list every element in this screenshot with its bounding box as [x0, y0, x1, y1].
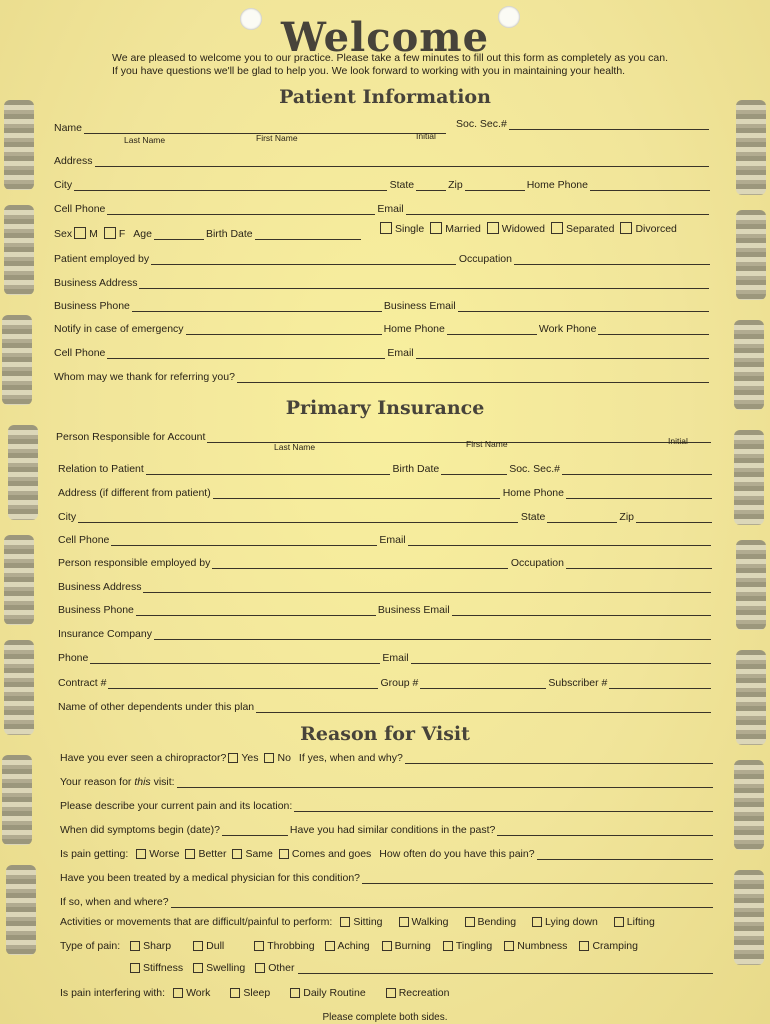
- cell-phone-label: Cell Phone: [54, 203, 106, 215]
- sex-m-checkbox[interactable]: [74, 227, 86, 239]
- chiro-yes-checkbox[interactable]: [228, 753, 238, 763]
- treated-row: [58, 870, 714, 884]
- activity-option: Lifting: [626, 916, 655, 928]
- spine-graphic: [4, 640, 34, 735]
- pain-type-option: Cramping: [592, 940, 638, 952]
- email-label: Email: [377, 203, 404, 215]
- pain-type-option: Dull: [206, 940, 225, 952]
- chiro-no-label: No: [277, 752, 291, 764]
- email-field[interactable]: [411, 652, 711, 664]
- sex-m-label: M: [89, 228, 98, 240]
- spine-graphic: [736, 100, 766, 195]
- state-label: State: [520, 511, 546, 523]
- insurance-company-label: Insurance Company: [58, 628, 152, 640]
- section-title-insurance: Primary Insurance: [285, 397, 485, 419]
- sex-f-label: F: [118, 228, 126, 240]
- marital-label: Divorced: [635, 223, 677, 235]
- birth-date-label: Birth Date: [205, 228, 253, 240]
- symptoms-begin-label: When did symptoms begin (date)?: [60, 824, 220, 836]
- responsible-label: Person Responsible for Account: [56, 431, 206, 443]
- pain-getting-checkbox[interactable]: [136, 849, 146, 859]
- insurance-company-field[interactable]: [154, 628, 711, 640]
- pain-type-checkbox[interactable]: [504, 941, 514, 951]
- city-field[interactable]: [74, 179, 386, 191]
- dependents-field[interactable]: [256, 701, 711, 713]
- business-address-label: Business Address: [54, 277, 138, 289]
- ins-business-address-row: [56, 579, 712, 593]
- pain-getting-option: Same: [245, 848, 273, 860]
- pain-type-checkbox[interactable]: [193, 963, 203, 973]
- interfering-checkbox[interactable]: [230, 988, 240, 998]
- visit-reason-field[interactable]: [177, 776, 713, 788]
- similar-label: Have you had similar conditions in the past?: [289, 824, 496, 836]
- pain-type-option: Sharp: [143, 940, 172, 952]
- email-label: Email: [387, 347, 414, 359]
- pain-location-row: [58, 798, 714, 812]
- dependents-row: [56, 699, 712, 713]
- address-label: Address (if different from patient): [58, 487, 211, 499]
- marital-checkbox[interactable]: [487, 222, 499, 234]
- phone-label: Phone: [58, 652, 89, 664]
- sex-age-row: [52, 226, 362, 240]
- spine-graphic: [736, 540, 766, 630]
- activity-checkbox[interactable]: [340, 917, 350, 927]
- chiro-no-checkbox[interactable]: [264, 753, 274, 763]
- visit-reason-label: Your reason for this visit:: [60, 776, 175, 788]
- ssn-label: Soc. Sec.#: [456, 118, 507, 130]
- business-phone-field[interactable]: [136, 604, 376, 616]
- email-field[interactable]: [406, 203, 709, 215]
- notify-field[interactable]: [186, 323, 382, 335]
- email-label: Email: [382, 652, 409, 664]
- ssn-row: [454, 116, 710, 130]
- business-address-row: [52, 275, 710, 289]
- pain-getting-option: Worse: [149, 848, 180, 860]
- dependents-label: Name of other dependents under this plan: [58, 701, 255, 713]
- occupation-label: Occupation: [510, 557, 564, 569]
- page-title: Welcome: [280, 14, 490, 61]
- pain-location-label: Please describe your current pain and its location:: [60, 800, 293, 812]
- activity-checkbox[interactable]: [532, 917, 542, 927]
- pain-type-checkbox[interactable]: [325, 941, 335, 951]
- work-phone-label: Work Phone: [538, 323, 597, 335]
- state-label: State: [389, 179, 415, 191]
- city-label: City: [58, 511, 77, 523]
- spine-graphic: [4, 205, 34, 295]
- marital-label: Married: [445, 223, 481, 235]
- name-label: Name: [54, 122, 83, 134]
- spine-graphic: [736, 210, 766, 300]
- contract-field[interactable]: [108, 677, 378, 689]
- group-field[interactable]: [420, 677, 546, 689]
- zip-label: Zip: [619, 511, 634, 523]
- zip-field[interactable]: [636, 511, 712, 523]
- state-field[interactable]: [547, 511, 617, 523]
- pain-type-option: Throbbing: [267, 940, 315, 952]
- home-phone-label: Home Phone: [502, 487, 564, 499]
- marital-checkbox[interactable]: [430, 222, 442, 234]
- contract-label: Contract #: [58, 677, 107, 689]
- resp-employed-row: [56, 555, 712, 569]
- home-phone-field[interactable]: [590, 179, 710, 191]
- ssn-label: Soc. Sec.#: [509, 463, 560, 475]
- city-label: City: [54, 179, 73, 191]
- sex-f-checkbox[interactable]: [104, 227, 116, 239]
- interfering-option: Work: [186, 987, 211, 999]
- ssn-field[interactable]: [509, 118, 709, 130]
- interfering-checkbox[interactable]: [386, 988, 396, 998]
- spine-graphic: [4, 100, 34, 190]
- cell-phone-field[interactable]: [111, 534, 377, 546]
- activity-checkbox[interactable]: [614, 917, 624, 927]
- symptoms-begin-field[interactable]: [222, 824, 288, 836]
- activity-option: Sitting: [353, 916, 383, 928]
- subscriber-label: Subscriber #: [548, 677, 608, 689]
- business-address-label: Business Address: [58, 581, 142, 593]
- pain-getting-checkbox[interactable]: [185, 849, 195, 859]
- occupation-field[interactable]: [566, 557, 712, 569]
- section-title-reason: Reason for Visit: [300, 723, 470, 745]
- age-field[interactable]: [154, 228, 204, 240]
- marital-checkbox[interactable]: [551, 222, 563, 234]
- activity-checkbox[interactable]: [399, 917, 409, 927]
- home-phone-label: Home Phone: [383, 323, 445, 335]
- relation-row: [56, 461, 712, 475]
- visit-reason-row: [58, 774, 714, 788]
- business-email-label: Business Email: [383, 300, 456, 312]
- pain-getting-checkbox[interactable]: [232, 849, 242, 859]
- why-label: If yes, when and why?: [298, 752, 403, 764]
- cell-phone-label: Cell Phone: [54, 347, 106, 359]
- pain-type-row2: [130, 960, 714, 974]
- subscriber-field[interactable]: [609, 677, 711, 689]
- marital-checkbox[interactable]: [380, 222, 392, 234]
- phone-field[interactable]: [90, 652, 380, 664]
- employment-row: [52, 251, 710, 265]
- emergency-row: [52, 321, 710, 335]
- activity-option: Bending: [477, 916, 517, 928]
- age-label: Age: [133, 228, 152, 240]
- business-phone-label: Business Phone: [54, 300, 130, 312]
- occupation-label: Occupation: [458, 253, 512, 265]
- business-phone-field[interactable]: [132, 300, 382, 312]
- spine-graphic: [6, 865, 36, 955]
- pain-type-label: Type of pain:: [60, 940, 121, 952]
- ins-city-row: [56, 509, 712, 523]
- similar-field[interactable]: [497, 824, 713, 836]
- pain-getting-option: Better: [198, 848, 227, 860]
- birth-date-field[interactable]: [441, 463, 507, 475]
- referral-label: Whom may we thank for referring you?: [54, 371, 235, 383]
- employed-by-field[interactable]: [151, 253, 456, 265]
- pain-type-checkbox[interactable]: [130, 941, 140, 951]
- home-phone-label: Home Phone: [526, 179, 588, 191]
- marital-label: Widowed: [501, 223, 545, 235]
- cell-phone-label: Cell Phone: [58, 534, 110, 546]
- treated-field[interactable]: [362, 872, 713, 884]
- spine-graphic: [734, 760, 764, 850]
- address-label: Address: [54, 155, 93, 167]
- business-address-field[interactable]: [143, 581, 711, 593]
- last-name-caption: Last Name: [124, 135, 166, 145]
- when-where-label: If so, when and where?: [60, 896, 169, 908]
- sex-label: Sex: [54, 228, 73, 240]
- pain-getting-label: Is pain getting:: [60, 848, 129, 860]
- last-name-caption: Last Name: [274, 442, 316, 452]
- business-phone-row: [52, 298, 710, 312]
- pain-type-option: Numbness: [517, 940, 568, 952]
- cell-email-row: [52, 201, 710, 215]
- address-field[interactable]: [213, 487, 500, 499]
- email-label: Email: [379, 534, 406, 546]
- zip-label: Zip: [448, 179, 463, 191]
- ins-phone-row: [56, 650, 712, 664]
- ssn-field[interactable]: [562, 463, 712, 475]
- chiro-yes-label: Yes: [241, 752, 259, 764]
- work-phone-field[interactable]: [598, 323, 709, 335]
- cell-phone-field[interactable]: [107, 203, 375, 215]
- spine-graphic: [2, 315, 32, 405]
- cell-phone2-row: [52, 345, 710, 359]
- when-where-row: [58, 894, 714, 908]
- business-email-field[interactable]: [452, 604, 711, 616]
- contract-row: [56, 675, 712, 689]
- city-field[interactable]: [78, 511, 518, 523]
- how-often-field[interactable]: [537, 848, 713, 860]
- section-title-patient: Patient Information: [279, 86, 491, 108]
- email-field[interactable]: [408, 534, 711, 546]
- interfering-row: [58, 985, 714, 999]
- business-email-field[interactable]: [458, 300, 709, 312]
- resp-employed-label: Person responsible employed by: [58, 557, 211, 569]
- pain-type-row: [58, 938, 714, 952]
- marital-label: Separated: [565, 223, 615, 235]
- chiro-row: [58, 750, 714, 764]
- interfering-checkbox[interactable]: [173, 988, 183, 998]
- pain-location-field[interactable]: [294, 800, 713, 812]
- interfering-option: Sleep: [243, 987, 271, 999]
- home-phone-field[interactable]: [447, 323, 537, 335]
- notify-label: Notify in case of emergency: [54, 323, 184, 335]
- zip-field[interactable]: [465, 179, 525, 191]
- treated-label: Have you been treated by a medical physician for this condition?: [60, 872, 361, 884]
- chiro-label: Have you ever seen a chiropractor?: [60, 752, 227, 764]
- spine-graphic: [734, 870, 764, 965]
- activities-row: [58, 914, 714, 928]
- symptoms-begin-row: [58, 822, 714, 836]
- marital-label: Single: [395, 223, 425, 235]
- marital-checkbox[interactable]: [620, 222, 632, 234]
- marital-row: [380, 221, 710, 235]
- pain-type-checkbox[interactable]: [579, 941, 589, 951]
- relation-label: Relation to Patient: [58, 463, 144, 475]
- activity-option: Lying down: [545, 916, 598, 928]
- birth-date-field[interactable]: [255, 228, 361, 240]
- pain-type-option: Other: [268, 962, 295, 974]
- business-phone-label: Business Phone: [58, 604, 134, 616]
- pain-type-option: Swelling: [206, 962, 246, 974]
- interfering-checkbox[interactable]: [290, 988, 300, 998]
- ins-business-phone-row: [56, 602, 712, 616]
- email-field[interactable]: [416, 347, 709, 359]
- home-phone-field[interactable]: [566, 487, 712, 499]
- pain-type-checkbox[interactable]: [130, 963, 140, 973]
- ins-address-row: [56, 485, 712, 499]
- employed-by-label: Patient employed by: [54, 253, 150, 265]
- address-field[interactable]: [95, 155, 709, 167]
- resp-employed-field[interactable]: [212, 557, 508, 569]
- initial-caption: Initial: [416, 131, 436, 141]
- activities-label: Activities or movements that are difficult/painful to perform:: [60, 916, 333, 928]
- activity-checkbox[interactable]: [465, 917, 475, 927]
- how-often-label: How often do you have this pain?: [379, 848, 535, 860]
- pain-type-option: Aching: [337, 940, 370, 952]
- pain-type-checkbox[interactable]: [255, 963, 265, 973]
- referral-row: [52, 369, 710, 383]
- interfering-label: Is pain interfering with:: [60, 987, 166, 999]
- business-email-label: Business Email: [377, 604, 450, 616]
- group-label: Group #: [380, 677, 419, 689]
- pain-getting-checkbox[interactable]: [279, 849, 289, 859]
- spine-graphic: [4, 535, 34, 625]
- intro-text: We are pleased to welcome you to our practice. Please take a few minutes to fill out this form as completely as you can. If you have questions we'll be glad to help you. We look forward to working with you in maintaining your health.: [112, 52, 668, 77]
- spine-graphic: [8, 425, 38, 520]
- address-row: [52, 153, 710, 167]
- spine-graphic: [734, 430, 764, 525]
- spine-graphic: [2, 755, 32, 845]
- birth-date-label: Birth Date: [392, 463, 440, 475]
- first-name-caption: First Name: [256, 133, 298, 143]
- pain-type-checkbox[interactable]: [382, 941, 392, 951]
- occupation-field[interactable]: [514, 253, 710, 265]
- pain-getting-row: [58, 846, 714, 860]
- when-where-field[interactable]: [171, 896, 713, 908]
- ins-cell-row: [56, 532, 712, 546]
- other-pain-field[interactable]: [298, 962, 713, 974]
- first-name-caption: First Name: [466, 439, 508, 449]
- name-row: [52, 120, 447, 134]
- pain-getting-option: Comes and goes: [291, 848, 372, 860]
- referral-field[interactable]: [237, 371, 709, 383]
- pain-type-checkbox[interactable]: [193, 941, 203, 951]
- pain-type-option: Stiffness: [143, 962, 184, 974]
- business-address-field[interactable]: [139, 277, 709, 289]
- cell-phone-field[interactable]: [107, 347, 385, 359]
- why-field[interactable]: [405, 752, 713, 764]
- pain-type-option: Burning: [394, 940, 431, 952]
- pain-type-checkbox[interactable]: [443, 941, 453, 951]
- initial-caption: Initial: [668, 436, 688, 446]
- relation-field[interactable]: [146, 463, 390, 475]
- insurance-company-row: [56, 626, 712, 640]
- activity-option: Walking: [411, 916, 449, 928]
- pain-type-option: Tingling: [455, 940, 493, 952]
- pain-type-checkbox[interactable]: [254, 941, 264, 951]
- responsible-row: [54, 429, 712, 443]
- interfering-option: Daily Routine: [303, 987, 366, 999]
- interfering-option: Recreation: [398, 987, 450, 999]
- footer-note: Please complete both sides.: [322, 1012, 448, 1023]
- state-field[interactable]: [416, 179, 446, 191]
- city-row: [52, 177, 710, 191]
